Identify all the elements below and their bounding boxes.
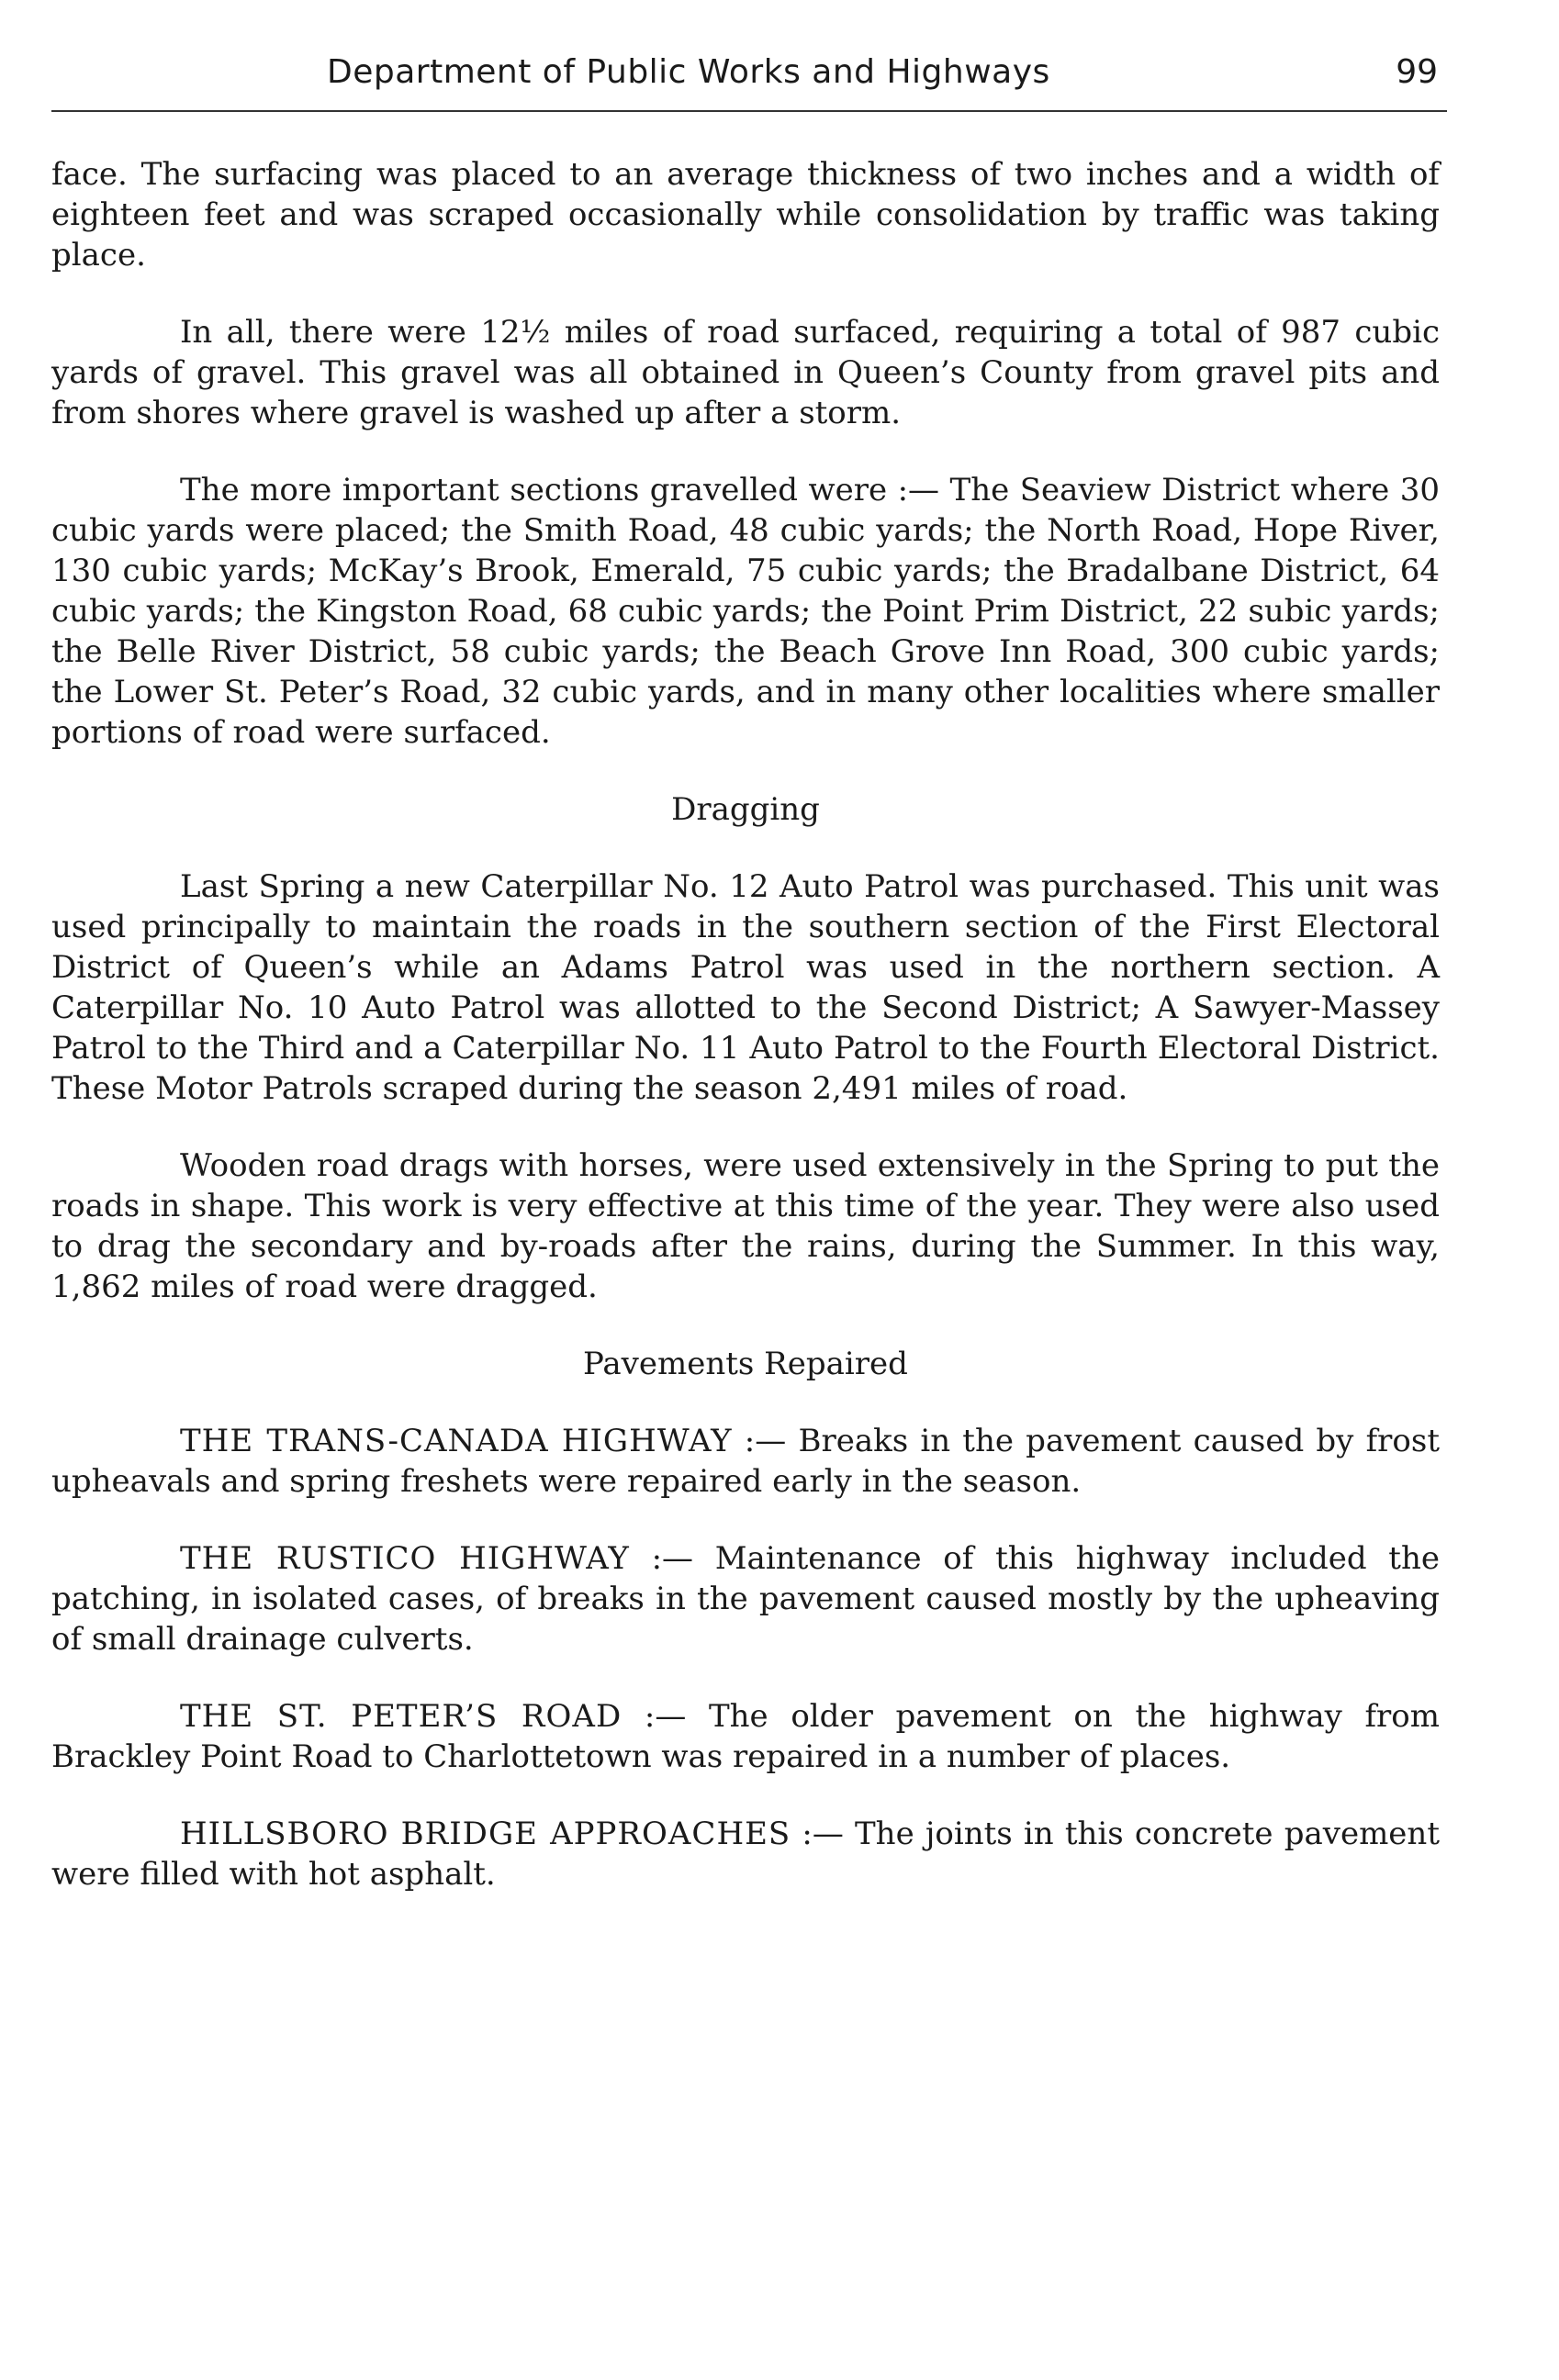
item-name-trans-canada-highway: THE TRANS-CANADA HIGHWAY [180,1423,733,1459]
paragraph-miles-surfaced: In all, there were 12½ miles of road surfaced, requiring a total of 987 cubic yards of gravel. This gravel was all obtained in Queen’s County from gravel pits and from shores where gravel is washed up after a storm. [51,314,1440,431]
paragraph-auto-patrols: Last Spring a new Caterpillar No. 12 Auto Patrol was purchased. This unit was used principally to maintain the roads in the southern section of the First Electoral District of Queen’s while an Adams Patrol was used in the northern section. A Caterpillar No. 10 Auto Patrol was allotted to the Second District; A Sawyer-Massey Patrol to the Third and a Caterpillar No. 11 Auto Patrol to the Fourth Electoral District. These Motor Patrols scraped during the season 2,491 miles of road. [51,868,1440,1107]
paragraph-sections-gravelled: The more important sections gravelled were :— The Seaview District where 30 cubic yards were placed; the Smith Road, 48 cubic yards; the North Road, Hope River, 130 cubic yards; McKay’s Brook, Emerald, 75 cubic yards; the Bradalbane District, 64 cubic yards; the Kingston Road, 68 cubic yards; the Point Prim District, 22 subic yards; the Belle River District, 58 cubic yards; the Beach Grove Inn Road, 300 cubic yards; the Lower St. Peter’s Road, 32 cubic yards, and in many other localities where smaller portions of road were surfaced. [51,472,1440,751]
paragraph-trans-canada-highway [51,1421,1440,1502]
header-rule [51,110,1447,112]
paragraph-rustico-highway [51,1538,1440,1659]
paragraph-st-peters-road [51,1696,1440,1777]
running-header [51,48,1447,105]
paragraph-hillsboro-bridge [51,1814,1440,1894]
paragraph-surfacing-continued: face. The surfacing was placed to an average thickness of two inches and a width of eighteen feet and was scraped occasionally while consolidation by traffic was taking place. [51,156,1440,274]
item-text-st-peters-road: :— The older pavement on the highway from Brackley Point Road to Charlottetown was repaired in a number of places. [51,1698,1440,1775]
paragraph-wooden-drags: Wooden road drags with horses, were used extensively in the Spring to put the roads in shape. This work is very effective at this time of the year. They were also used to drag the secondary and by-roads after the rains, during the Summer. In this way, 1,862 miles of road were dragged. [51,1147,1440,1305]
item-name-st-peters-road: THE ST. PETER’S ROAD [180,1698,622,1735]
header-title: Department of Public Works and Highways [327,53,1050,91]
item-text-rustico-highway: :— Maintenance of this highway included the patching, in isolated cases, of breaks in the pavement caused mostly by the upheaving of small drainage culverts. [51,1540,1440,1658]
item-text-hillsboro-bridge: :— The joints in this concrete pavement were filled with hot asphalt. [51,1816,1440,1893]
heading-pavements-repaired: Pavements Repaired [583,1346,908,1382]
item-name-rustico-highway: THE RUSTICO HIGHWAY [180,1540,630,1577]
page-body [51,154,1440,1931]
page-number: 99 [1396,53,1438,91]
heading-dragging: Dragging [671,791,820,828]
item-name-hillsboro-bridge: HILLSBORO BRIDGE APPROACHES [180,1816,791,1852]
item-text-trans-canada-highway: :— Breaks in the pavement caused by frost upheavals and spring freshets were repaired early in the season. [51,1423,1440,1500]
